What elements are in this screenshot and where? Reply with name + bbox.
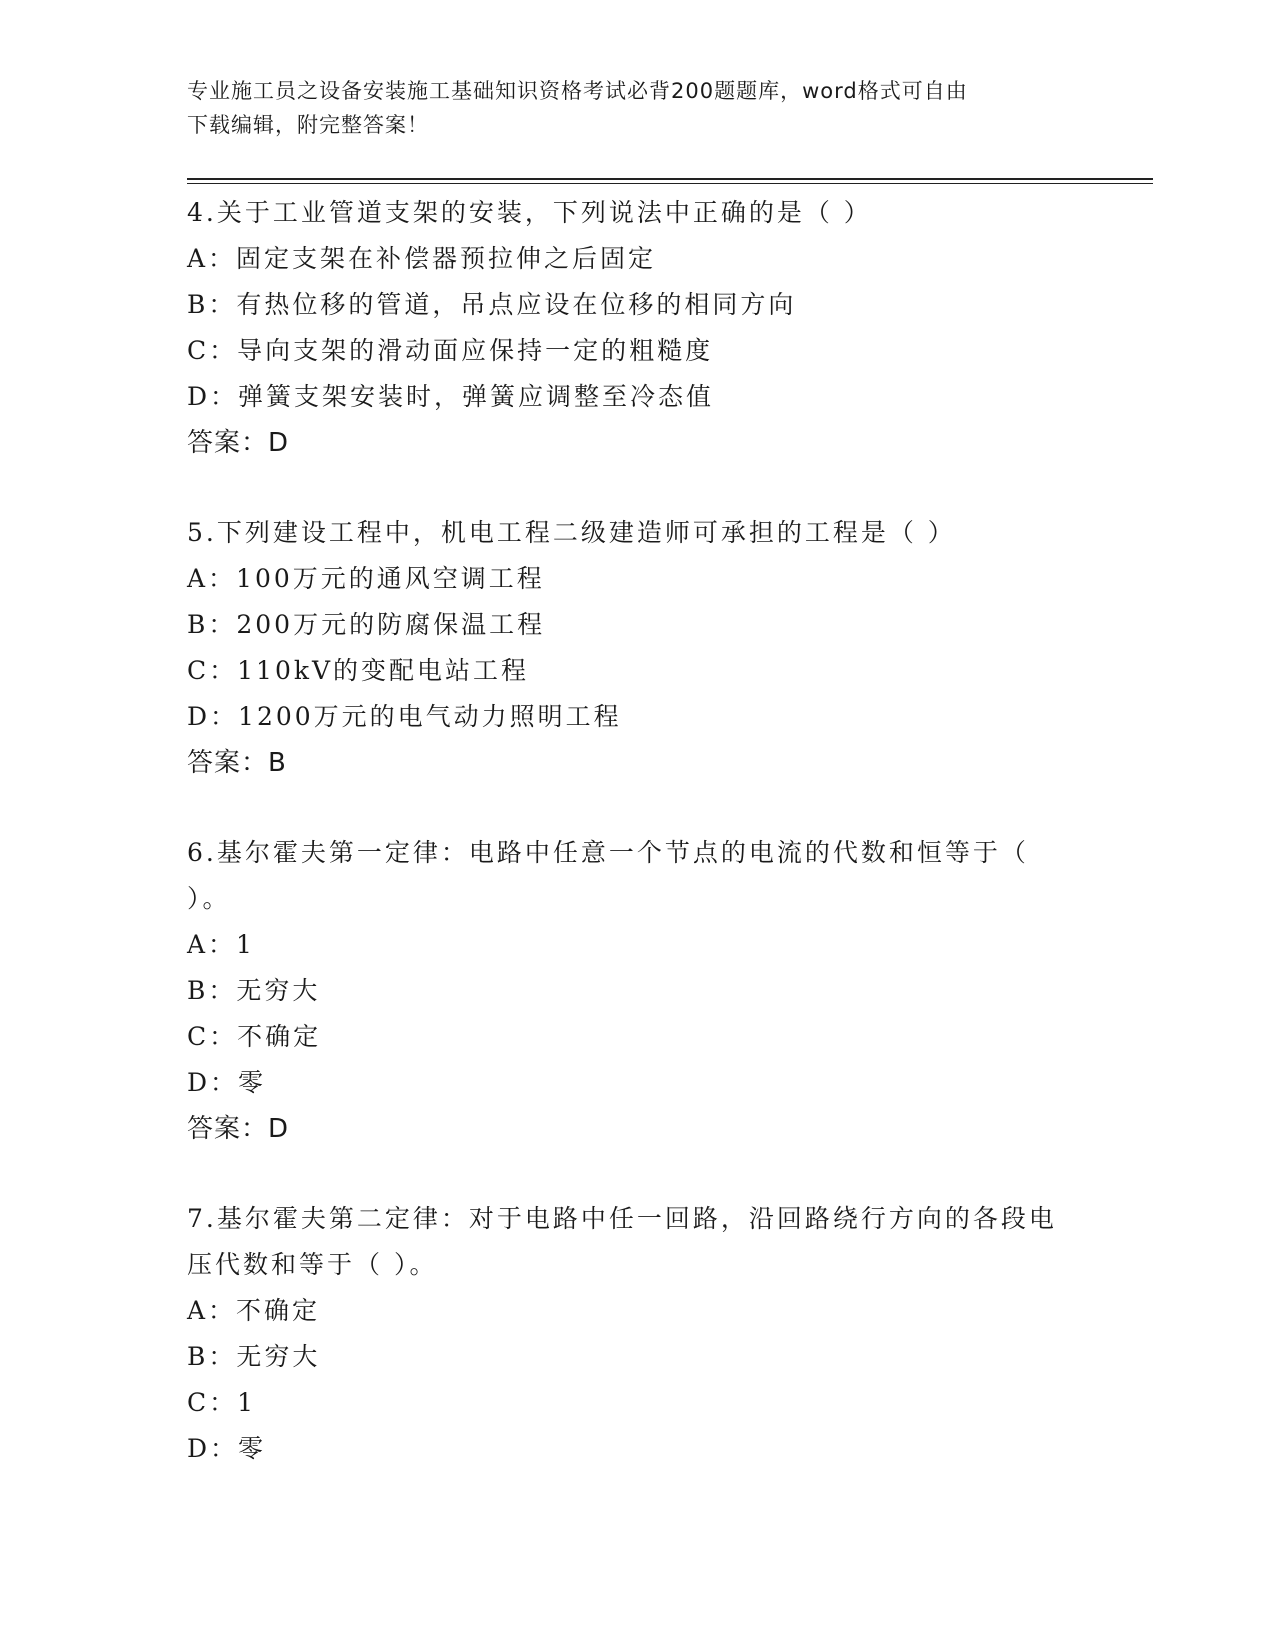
option-c: C：110kV的变配电站工程 (187, 656, 530, 685)
document-header (187, 74, 1067, 142)
option-d: D：零 (187, 1068, 267, 1097)
question-5 (187, 510, 1067, 786)
option-c: C：不确定 (187, 1022, 322, 1051)
option-c: C：1 (187, 1388, 257, 1417)
header-divider-thick (187, 178, 1153, 180)
header-divider-thin (187, 183, 1153, 184)
option-c: C：导向支架的滑动面应保持一定的粗糙度 (187, 336, 714, 365)
header-line-2: 下载编辑，附完整答案！ (187, 113, 429, 137)
option-b: B：有热位移的管道，吊点应设在位移的相同方向 (187, 290, 797, 319)
answer-label: 答案：D (187, 428, 290, 458)
question-stem: 6.基尔霍夫第一定律：电路中任意一个节点的电流的代数和恒等于（ ）。 (187, 838, 1029, 913)
question-stem: 7.基尔霍夫第二定律：对于电路中任一回路，沿回路绕行方向的各段电压代数和等于（ ）。 (187, 1204, 1057, 1279)
option-d: D：1200万元的电气动力照明工程 (187, 702, 622, 731)
answer-label: 答案：B (187, 748, 287, 778)
option-d: D：弹簧支架安装时，弹簧应调整至冷态值 (187, 382, 715, 411)
question-7 (187, 1196, 1067, 1472)
option-b: B：无穷大 (187, 1342, 321, 1371)
question-list (187, 190, 1067, 1516)
option-b: B：无穷大 (187, 976, 321, 1005)
question-4 (187, 190, 1067, 466)
question-6 (187, 830, 1067, 1152)
answer-label: 答案：D (187, 1114, 290, 1144)
option-b: B：200万元的防腐保温工程 (187, 610, 546, 639)
option-a: A：100万元的通风空调工程 (187, 564, 545, 593)
header-line-1: 专业施工员之设备安装施工基础知识资格考试必背200题题库，word格式可自由 (187, 79, 968, 103)
question-stem: 4.关于工业管道支架的安装，下列说法中正确的是（ ） (187, 198, 872, 227)
option-a: A：固定支架在补偿器预拉伸之后固定 (187, 244, 657, 273)
option-d: D：零 (187, 1434, 267, 1463)
question-stem: 5.下列建设工程中，机电工程二级建造师可承担的工程是（ ） (187, 518, 956, 547)
option-a: A：1 (187, 930, 255, 959)
option-a: A：不确定 (187, 1296, 321, 1325)
